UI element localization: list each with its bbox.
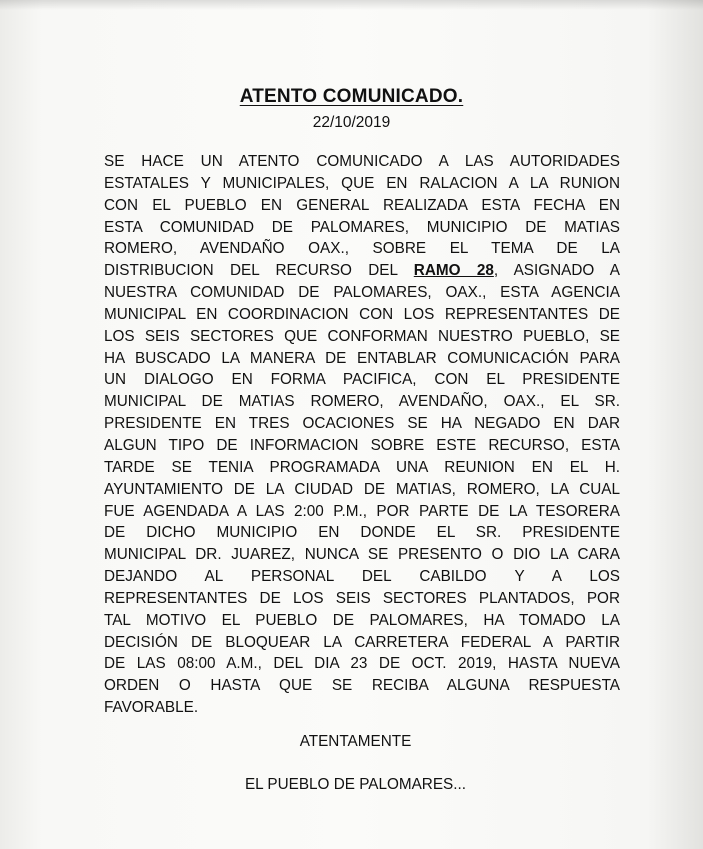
body-line: ORDEN O HASTA QUE SE RECIBA ALGUNA RESPUESTA [104,677,620,695]
document-body [104,151,620,719]
body-line: SE HACE UN ATENTO COMUNICADO A LAS AUTORIDADES [104,153,620,170]
body-line: FUE AGENDADA A LAS 2:00 P.M., POR PARTE DE LA TESORERA [104,502,620,520]
body-line: AYUNTAMIENTO DE LA CIUDAD DE MATIAS, ROMERO, LA CUAL [104,480,620,498]
body-line-segment: , ASIGNADO A [493,262,621,280]
body-line-segment: DISTRIBUCION DEL RECURSO DEL [104,262,414,280]
body-line: FAVORABLE. [104,699,199,717]
document-title: ATENTO COMUNICADO. [239,86,464,107]
body-line: DECISIÓN DE BLOQUEAR LA CARRETERA FEDERAL A PARTIR [104,633,620,651]
body-line: PRESIDENTE EN TRES OCACIONES SE HA NEGADO EN DAR [104,415,620,433]
body-line: CON EL PUEBLO EN GENERAL REALIZADA ESTA FECHA EN [104,196,620,214]
body-line: ROMERO, AVENDAÑO OAX., SOBRE EL TEMA DE LA [104,240,620,258]
body-line: TAL MOTIVO EL PUEBLO DE PALOMARES, HA TOMADO LA [104,611,620,629]
body-line: ESTATALES Y MUNICIPALES, QUE EN RALACION A LA RUNION [104,174,620,192]
body-line: MUNICIPAL DR. JUAREZ, NUNCA SE PRESENTO O DIO LA CARA [104,546,620,564]
document-date: 22/10/2019 [312,114,391,131]
body-line: DE DICHO MUNICIPIO EN DONDE EL SR. PRESIDENTE [104,524,620,542]
body-line: HA BUSCADO LA MANERA DE ENTABLAR COMUNICACIÓN PARA [104,349,620,367]
body-line: NUESTRA COMUNIDAD DE PALOMARES, OAX., ESTA AGENCIA [104,284,620,302]
page-shadow [0,0,703,10]
closing-salutation: ATENTAMENTE [299,733,412,750]
signature-line: EL PUEBLO DE PALOMARES... [244,776,467,793]
body-line: MUNICIPAL DE MATIAS ROMERO, AVENDAÑO, OAX., EL SR. [104,393,620,411]
body-line: REPRESENTANTES DE LOS SEIS SECTORES PLANTADOS, POR [104,589,620,607]
body-line: MUNICIPAL EN COORDINACION CON LOS REPRESENTANTES DE [104,305,620,323]
ramo-28-emphasis: RAMO 28 [413,262,494,280]
body-line: DE LAS 08:00 A.M., DEL DIA 23 DE OCT. 2019, HASTA NUEVA [104,655,620,673]
body-line: TARDE SE TENIA PROGRAMADA UNA REUNION EN EL H. [104,458,620,476]
body-line: DEJANDO AL PERSONAL DEL CABILDO Y A LOS [104,568,620,586]
body-line: LOS SEIS SECTORES QUE CONFORMAN NUESTRO PUEBLO, SE [104,327,620,345]
body-line: ESTA COMUNIDAD DE PALOMARES, MUNICIPIO DE MATIAS [104,218,620,236]
body-line: ALGUN TIPO DE INFORMACION SOBRE ESTE RECURSO, ESTA [104,436,620,454]
body-line: UN DIALOGO EN FORMA PACIFICA, CON EL PRESIDENTE [104,371,620,389]
body-line-ramo [104,260,620,282]
